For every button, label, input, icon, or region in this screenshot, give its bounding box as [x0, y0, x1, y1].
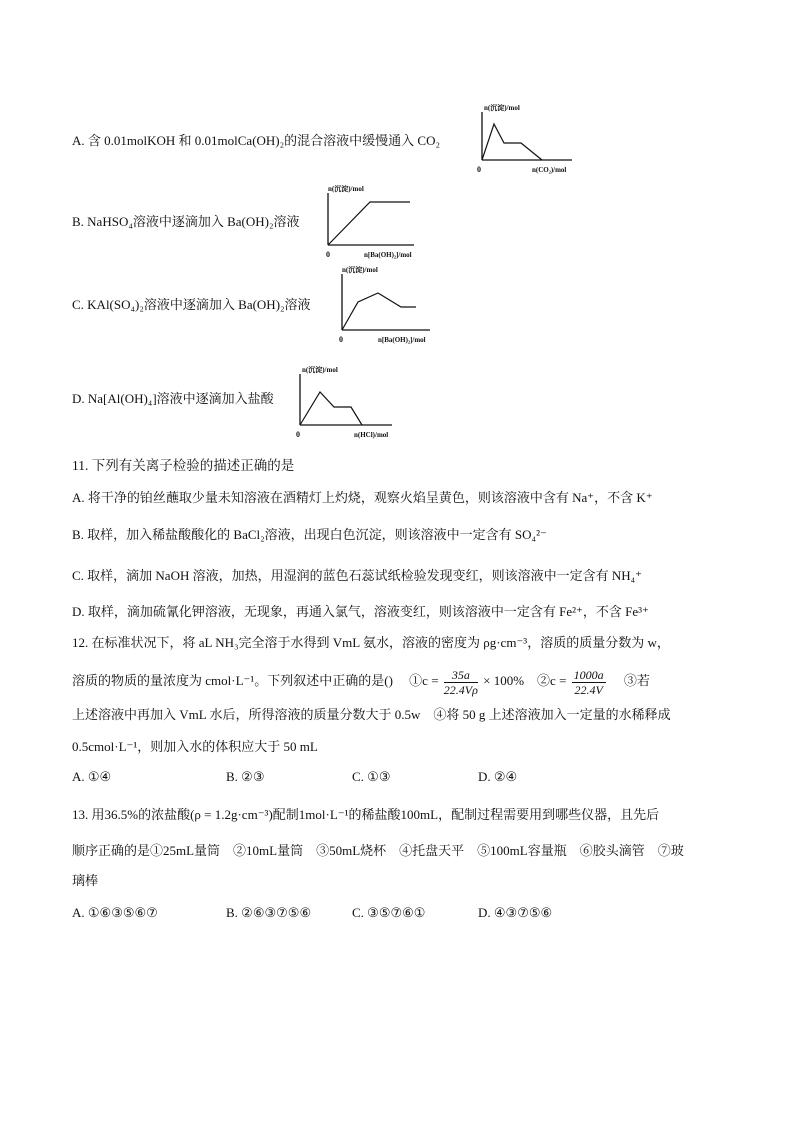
graph-a-xlabel: n(CO₂)/mol: [532, 166, 567, 174]
q13-option-b: B. ②⑥③⑦⑤⑥: [226, 905, 312, 920]
q12-formula-2-numerator: 1000a: [573, 667, 604, 682]
q11-option-a: A. 将干净的铂丝蘸取少量未知溶液在酒精灯上灼烧，观察火焰呈黄色，则该溶液中含有 Na⁺，不含 K⁺: [72, 490, 653, 505]
q10-option-a: A. 含 0.01molKOH 和 0.01molCa(OH)₂的混合溶液中缓慢通入 CO₂: [72, 133, 440, 148]
q12-line-2-mid: × 100% ②c =: [483, 673, 567, 688]
q12-option-b: B. ②③: [226, 769, 265, 784]
q12-line-2: [72, 664, 650, 698]
q10-graph-c: [336, 262, 436, 344]
q12-option-d: D. ②④: [478, 769, 518, 784]
q12-formula-2: [572, 668, 606, 697]
graph-d-origin: 0: [296, 430, 300, 439]
graph-b-ylabel: n(沉淀)/mol: [328, 185, 364, 193]
graph-c-origin: 0: [339, 335, 343, 344]
q10-option-c: C. KAl(SO₄)₂溶液中逐滴加入 Ba(OH)₂溶液: [72, 297, 311, 312]
q12-line-3: 上述溶液中再加入 VmL 水后，所得溶液的质量分数大于 0.5w ④将 50 g 上述溶液加入一定量的水稀释成: [72, 707, 671, 722]
q10-option-b: B. NaHSO₄溶液中逐滴加入 Ba(OH)₂溶液: [72, 214, 300, 229]
q12-option-c: C. ①③: [352, 769, 391, 784]
q10-graph-b: [324, 183, 424, 263]
q12-line-2-pre: 溶质的物质的量浓度为 cmol·L⁻¹。下列叙述中正确的是() ①c =: [72, 673, 439, 688]
q11-option-b: B. 取样，加入稀盐酸酸化的 BaCl₂溶液，出现白色沉淀，则该溶液中一定含有 SO₄²⁻: [72, 527, 547, 542]
graph-d-xlabel: n(HCl)/mol: [354, 431, 389, 439]
q12-line-1: 12. 在标准状况下，将 aL NH₃完全溶于水得到 VmL 氨水，溶液的密度为 ρg·cm⁻³，溶质的质量分数为 w，: [72, 635, 670, 650]
q12-line-4: 0.5cmol·L⁻¹，则加入水的体积应大于 50 mL: [72, 739, 318, 754]
graph-b-origin: 0: [326, 250, 330, 259]
graph-b-xlabel: n[Ba(OH)₂]/mol: [364, 251, 412, 259]
q11-stem: 11. 下列有关离子检验的描述正确的是: [72, 458, 295, 473]
q13-line-2: 顺序正确的是①25mL量筒 ②10mL量筒 ③50mL烧杯 ④托盘天平 ⑤100mL容量瓶 ⑥胶头滴管 ⑦玻: [72, 843, 684, 858]
q12-formula-2-denominator: 22.4V: [574, 682, 603, 697]
q13-line-3: 璃棒: [72, 873, 99, 888]
q12-formula-1: [444, 668, 478, 697]
q13-line-1: 13. 用36.5%的浓盐酸(ρ = 1.2g·cm⁻³)配制1mol·L⁻¹的稀盐酸100mL，配制过程需要用到哪些仪器，且先后: [72, 807, 660, 822]
q12-option-a: A. ①④: [72, 769, 112, 784]
graph-c-xlabel: n[Ba(OH)₂]/mol: [378, 336, 426, 344]
q10-graph-a: [474, 100, 584, 180]
q13-option-d: D. ④③⑦⑤⑥: [478, 905, 553, 920]
graph-d-ylabel: n(沉淀)/mol: [302, 366, 338, 374]
graph-a-origin: 0: [477, 165, 481, 174]
q13-option-a: A. ①⑥③⑤⑥⑦: [72, 905, 158, 920]
graph-c-ylabel: n(沉淀)/mol: [342, 266, 378, 274]
q11-option-d: D. 取样，滴加硫氰化钾溶液，无现象，再通入氯气，溶液变红，则该溶液中一定含有 Fe²⁺，不含 Fe³⁺: [72, 604, 649, 619]
q10-graph-d: [294, 362, 404, 442]
q13-option-c: C. ③⑤⑦⑥①: [352, 905, 426, 920]
q10-option-d: D. Na[Al(OH)₄]溶液中逐滴加入盐酸: [72, 391, 274, 406]
q12-line-2-post: ③若: [610, 673, 650, 688]
q11-option-c: C. 取样，滴加 NaOH 溶液，加热，用湿润的蓝色石蕊试纸检验发现变红，则该溶液中一定含有 NH₄⁺: [72, 568, 643, 583]
q12-formula-1-numerator: 35a: [444, 668, 478, 683]
graph-a-ylabel: n(沉淀)/mol: [484, 104, 520, 112]
q12-formula-1-denominator: 22.4Vρ: [443, 682, 478, 697]
